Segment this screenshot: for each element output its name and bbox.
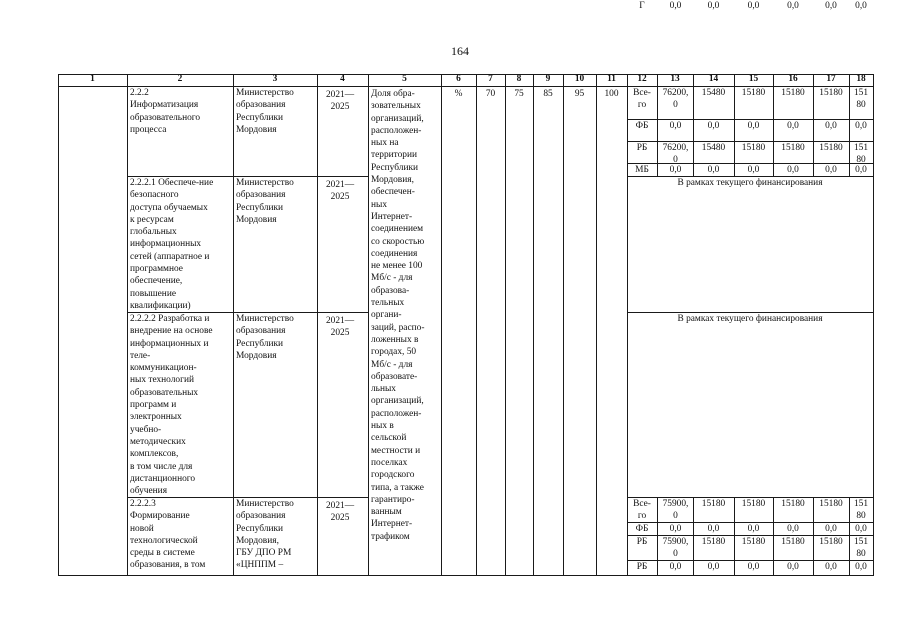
finance2-y2025-1: 151 80: [853, 499, 869, 522]
header-col-18: 18: [856, 74, 866, 84]
period-3: 2021— 2025: [325, 316, 355, 339]
finance1-source-1: Все- го: [633, 88, 651, 111]
finance1-source-3: РБ: [636, 143, 648, 153]
finance2-source-3: РБ: [636, 537, 648, 547]
finance1-y2024-3: 15180: [819, 143, 843, 153]
finance1-y2022-5: 0,0: [747, 1, 760, 11]
finance2-y2024-4: 0,0: [825, 562, 837, 572]
page-number: 164: [451, 44, 469, 58]
col-rule: [233, 86, 234, 576]
header-col-2: 2: [177, 74, 183, 84]
executor-4: Министерство образования Республики Мордовия, ГБУ ДПО РМ «ЦНППМ –: [236, 499, 294, 571]
header-col-13: 13: [670, 74, 680, 84]
finance2-y2021-4: 0,0: [707, 562, 720, 572]
header-col-17: 17: [826, 74, 836, 84]
finance1-y2025-5: 0,0: [855, 1, 867, 11]
finance2-y2022-1: 15180: [741, 499, 766, 509]
finance1-y2023-2: 0,0: [787, 121, 799, 131]
finance1-source-2: ФБ: [635, 121, 649, 131]
table-bottom-border: [58, 575, 874, 576]
table-left-border: [58, 74, 59, 576]
finance2-total-3: 75900, 0: [662, 537, 689, 560]
finance1-total-2: 0,0: [669, 121, 682, 131]
indicator-value-8: 75: [514, 89, 524, 99]
finance2-y2025-3: 151 80: [853, 537, 869, 560]
header-col-4: 4: [340, 74, 345, 84]
executor-2: Министерство образования Республики Мордовия: [236, 178, 294, 225]
finance2-total-2: 0,0: [669, 524, 682, 534]
finance2-y2023-4: 0,0: [787, 562, 799, 572]
finance1-y2023-1: 15180: [781, 88, 805, 98]
finance2-source-4: РБ: [636, 562, 648, 572]
finance2-y2024-2: 0,0: [825, 524, 837, 534]
finance1-total-4: 0,0: [669, 165, 682, 175]
finance2-y2023-1: 15180: [781, 499, 805, 509]
measure-name-2: 2.2.2.1 Обеспече-ние безопасного доступа обучаемых к ресурсам глобальных информационных сетей (аппаратное и программное обеспечение, повышение квалификации): [130, 178, 214, 311]
finance2-y2023-2: 0,0: [787, 524, 799, 534]
period-2: 2021— 2025: [325, 180, 355, 203]
finance2-y2022-2: 0,0: [747, 524, 760, 534]
finance1-total-1: 76200, 0: [662, 88, 689, 111]
finance1-y2025-1: 151 80: [853, 88, 869, 111]
finance1-y2025-4: 0,0: [855, 165, 867, 175]
period-1: 2021— 2025: [325, 90, 355, 113]
col-rule: [317, 86, 318, 576]
finance2-y2023-3: 15180: [781, 537, 805, 547]
indicator-value-9: 85: [543, 89, 553, 99]
col-rule: [596, 86, 597, 576]
finance1-source-5: Г: [639, 1, 645, 11]
finance-col-rule: [873, 86, 874, 177]
measure-name-1: 2.2.2 Информатизация образовательного процесса: [130, 88, 201, 135]
finance1-total-5: 0,0: [669, 1, 682, 11]
finance1-y2024-5: 0,0: [825, 1, 837, 11]
finance2-source-2: ФБ: [635, 524, 649, 534]
finance1-y2022-4: 0,0: [747, 165, 760, 175]
finance1-y2023-3: 15180: [781, 143, 805, 153]
finance1-source-4: МБ: [635, 165, 649, 175]
finance2-y2022-4: 0,0: [747, 562, 760, 572]
header-col-15: 15: [748, 74, 759, 84]
finance1-y2021-3: 15480: [701, 143, 726, 153]
financing-note-1: В рамках текущего финансирования: [677, 178, 823, 188]
finance2-source-1: Все- го: [633, 499, 651, 522]
finance1-y2023-4: 0,0: [787, 165, 799, 175]
finance1-y2025-3: 151 80: [853, 143, 869, 166]
header-col-7: 7: [488, 74, 493, 84]
finance2-y2022-3: 15180: [741, 537, 766, 547]
finance1-y2021-1: 15480: [701, 88, 726, 98]
finance2-y2021-3: 15180: [701, 537, 726, 547]
finance1-y2021-5: 0,0: [707, 1, 720, 11]
finance2-y2025-2: 0,0: [855, 524, 867, 534]
col-rule: [533, 86, 534, 576]
header-col-10: 10: [574, 74, 585, 84]
finance1-y2025-2: 0,0: [855, 121, 867, 131]
indicator-value-11: 100: [604, 89, 619, 99]
finance1-y2024-1: 15180: [819, 88, 843, 98]
finance1-total-3: 76200, 0: [662, 143, 689, 166]
header-col-14: 14: [708, 74, 719, 84]
finance1-y2021-4: 0,0: [707, 165, 720, 175]
indicator-value-6: %: [454, 89, 463, 99]
col-rule: [563, 86, 564, 576]
header-col-3: 3: [272, 74, 278, 84]
financing-note-2: В рамках текущего финансирования: [677, 314, 823, 324]
header-col-9: 9: [545, 74, 551, 84]
finance-col-rule: [873, 497, 874, 576]
finance2-total-1: 75900, 0: [662, 499, 689, 522]
measure-name-4: 2.2.2.3 Формирование новой технологической среды в системе образования, в том: [130, 499, 206, 571]
finance1-y2024-4: 0,0: [825, 165, 837, 175]
col-rule: [505, 86, 506, 576]
measure-name-3: 2.2.2.2 Разработка и внедрение на основе информационных и теле- коммуникацион- ных технологий образовательных программ и электронных учебно- методических комплексов, в том числе для дистанционного обучения: [130, 314, 213, 497]
indicator-value-10: 95: [574, 89, 585, 99]
finance1-y2024-2: 0,0: [825, 121, 837, 131]
indicator-description: Доля обра- зовательных организаций, расположен- ных на территории Республики Мордовия, обеспечен- ных Интернет- соединением со скоростью соединения не менее 100 Мб/с - для образова- тельных органи- заций, распо- ложенных в городах, 50 Мб/с - для образовате- льных организаций, расположен- ных в сельской местности и поселках городского типа, а также гарантиро- ванным Интернет- трафиком: [371, 89, 425, 542]
executor-3: Министерство образования Республики Мордовия: [236, 314, 294, 361]
col-rule: [441, 86, 442, 576]
col-rule: [127, 86, 128, 576]
finance1-y2022-3: 15180: [741, 143, 766, 153]
finance2-y2021-1: 15180: [701, 499, 726, 509]
finance2-total-4: 0,0: [669, 562, 682, 572]
finance2-y2024-1: 15180: [819, 499, 843, 509]
col-rule: [476, 86, 477, 576]
header-col-5: 5: [402, 74, 407, 84]
finance2-y2021-2: 0,0: [707, 524, 720, 534]
header-col-16: 16: [788, 74, 798, 84]
finance2-y2025-4: 0,0: [855, 562, 867, 572]
finance1-y2022-1: 15180: [741, 88, 766, 98]
executor-1: Министерство образования Республики Мордовия: [236, 88, 294, 135]
finance1-y2022-2: 0,0: [747, 121, 760, 131]
col-rule: [368, 86, 369, 576]
header-col-1: 1: [90, 74, 95, 84]
header-col-12: 12: [637, 74, 647, 84]
finance1-y2021-2: 0,0: [707, 121, 720, 131]
finance1-y2023-5: 0,0: [787, 1, 799, 11]
finance2-y2024-3: 15180: [819, 537, 843, 547]
period-4: 2021— 2025: [325, 501, 355, 524]
header-col-6: 6: [456, 74, 461, 84]
indicator-value-7: 70: [485, 89, 496, 99]
header-col-11: 11: [607, 74, 616, 84]
header-col-8: 8: [516, 74, 522, 84]
